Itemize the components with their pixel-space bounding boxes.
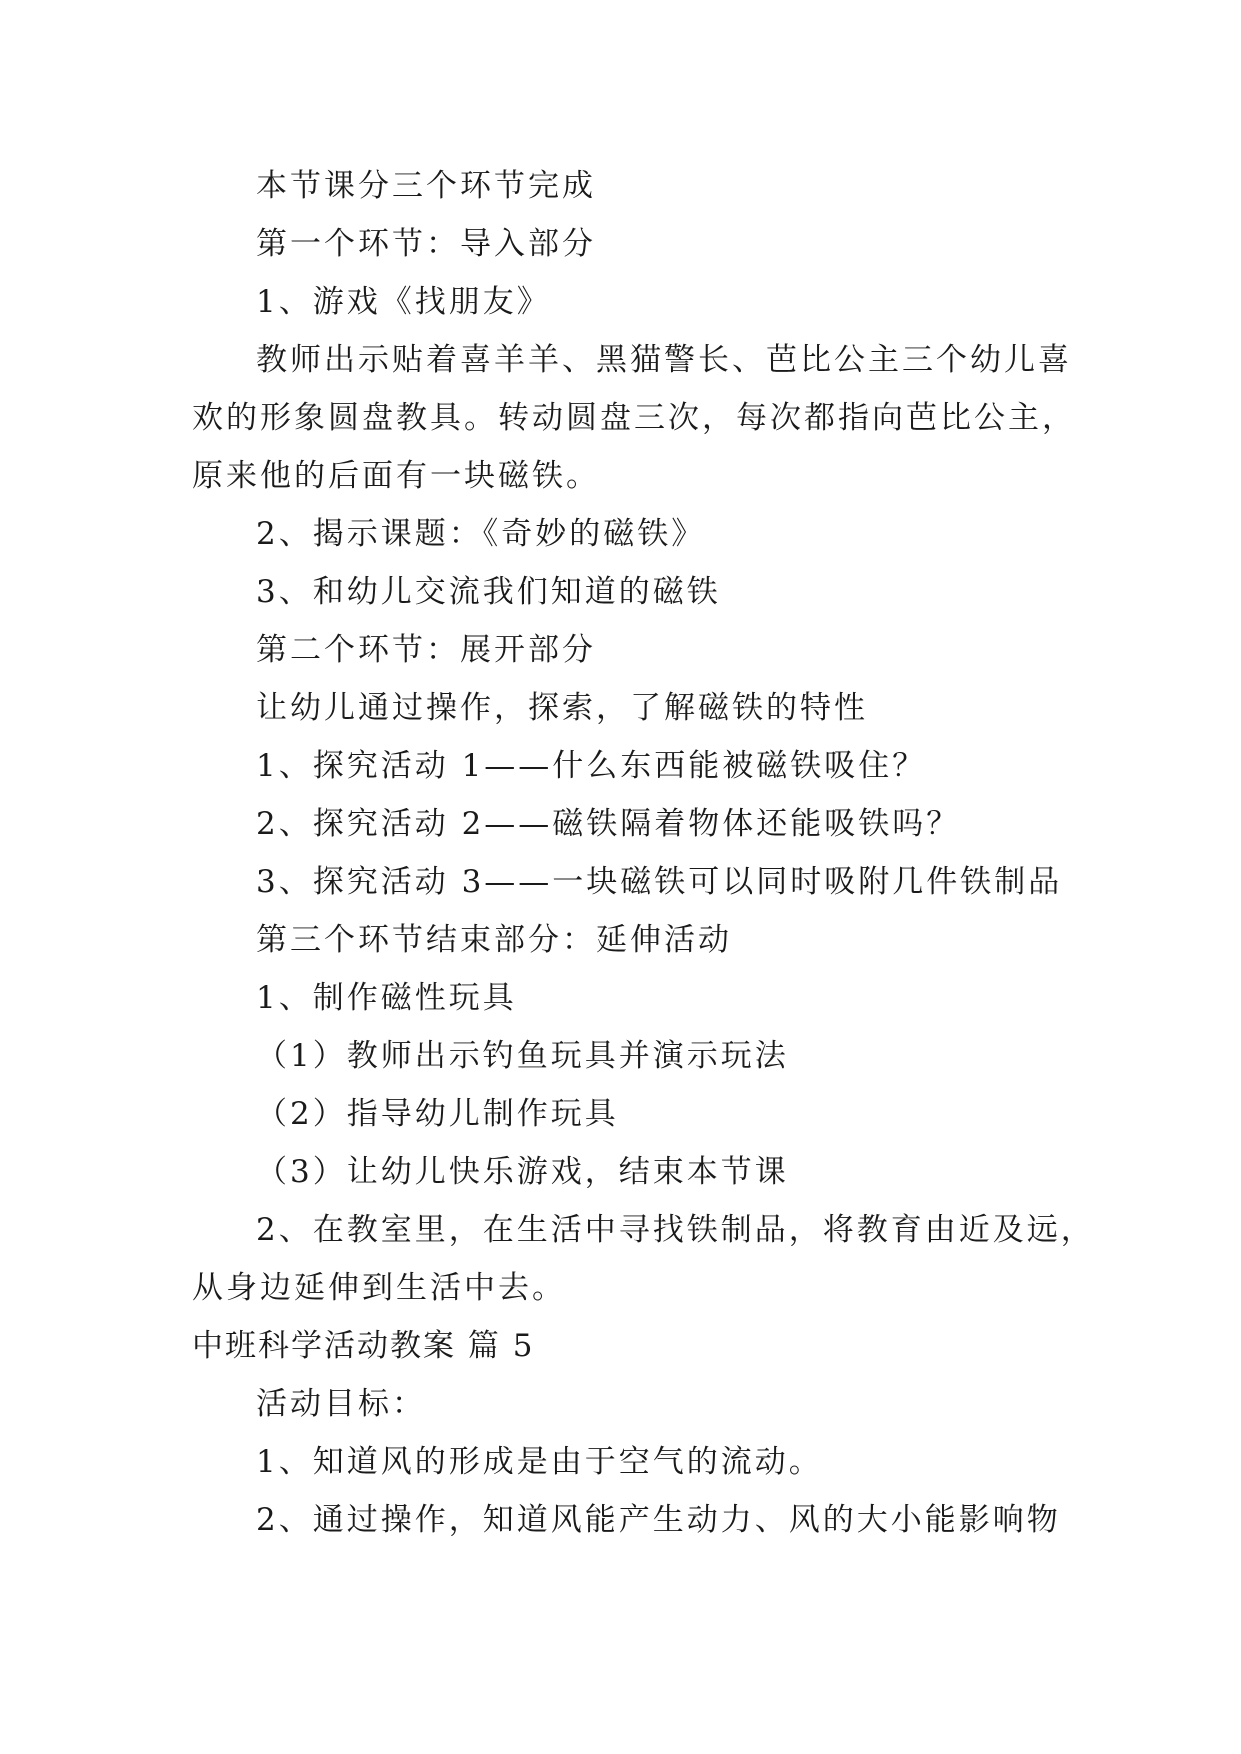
list-item: 1、探究活动 1——什么东西能被磁铁吸住？: [256, 748, 927, 784]
list-item: 1、制作磁性玩具: [256, 980, 517, 1016]
list-item: 3、探究活动 3——一块磁铁可以同时吸附几件铁制品: [256, 864, 1063, 900]
list-item: 2、探究活动 2——磁铁隔着物体还能吸铁吗？: [256, 806, 961, 842]
list-item: 3、和幼儿交流我们知道的磁铁: [256, 574, 721, 610]
article-title: 中班科学活动教案 篇 5: [192, 1328, 535, 1364]
sub-list-item: （3）让幼儿快乐游戏，结束本节课: [256, 1154, 789, 1190]
list-item: 1、游戏《找朋友》: [256, 284, 551, 320]
paragraph-line: 从身边延伸到生活中去。: [192, 1270, 566, 1306]
paragraph-line: 本节课分三个环节完成: [256, 168, 596, 204]
paragraph-line: 教师出示贴着喜羊羊、黑猫警长、芭比公主三个幼儿喜: [256, 342, 1072, 378]
section-heading: 活动目标：: [256, 1386, 426, 1422]
paragraph-line: 欢的形象圆盘教具。转动圆盘三次，每次都指向芭比公主，: [192, 400, 1076, 436]
list-item: 2、揭示课题：《奇妙的磁铁》: [256, 516, 706, 552]
section-heading: 第三个环节结束部分：延伸活动: [256, 922, 732, 958]
sub-list-item: （1）教师出示钓鱼玩具并演示玩法: [256, 1038, 789, 1074]
paragraph-line: 原来他的后面有一块磁铁。: [192, 458, 600, 494]
paragraph-line: 2、在教室里，在生活中寻找铁制品，将教育由近及远，: [256, 1212, 1095, 1248]
sub-list-item: （2）指导幼儿制作玩具: [256, 1096, 619, 1132]
section-heading: 第二个环节：展开部分: [256, 632, 596, 668]
section-heading: 第一个环节：导入部分: [256, 226, 596, 262]
list-item: 2、通过操作，知道风能产生动力、风的大小能影响物: [256, 1502, 1061, 1538]
list-item: 1、知道风的形成是由于空气的流动。: [256, 1444, 823, 1480]
paragraph-line: 让幼儿通过操作，探索，了解磁铁的特性: [256, 690, 868, 726]
